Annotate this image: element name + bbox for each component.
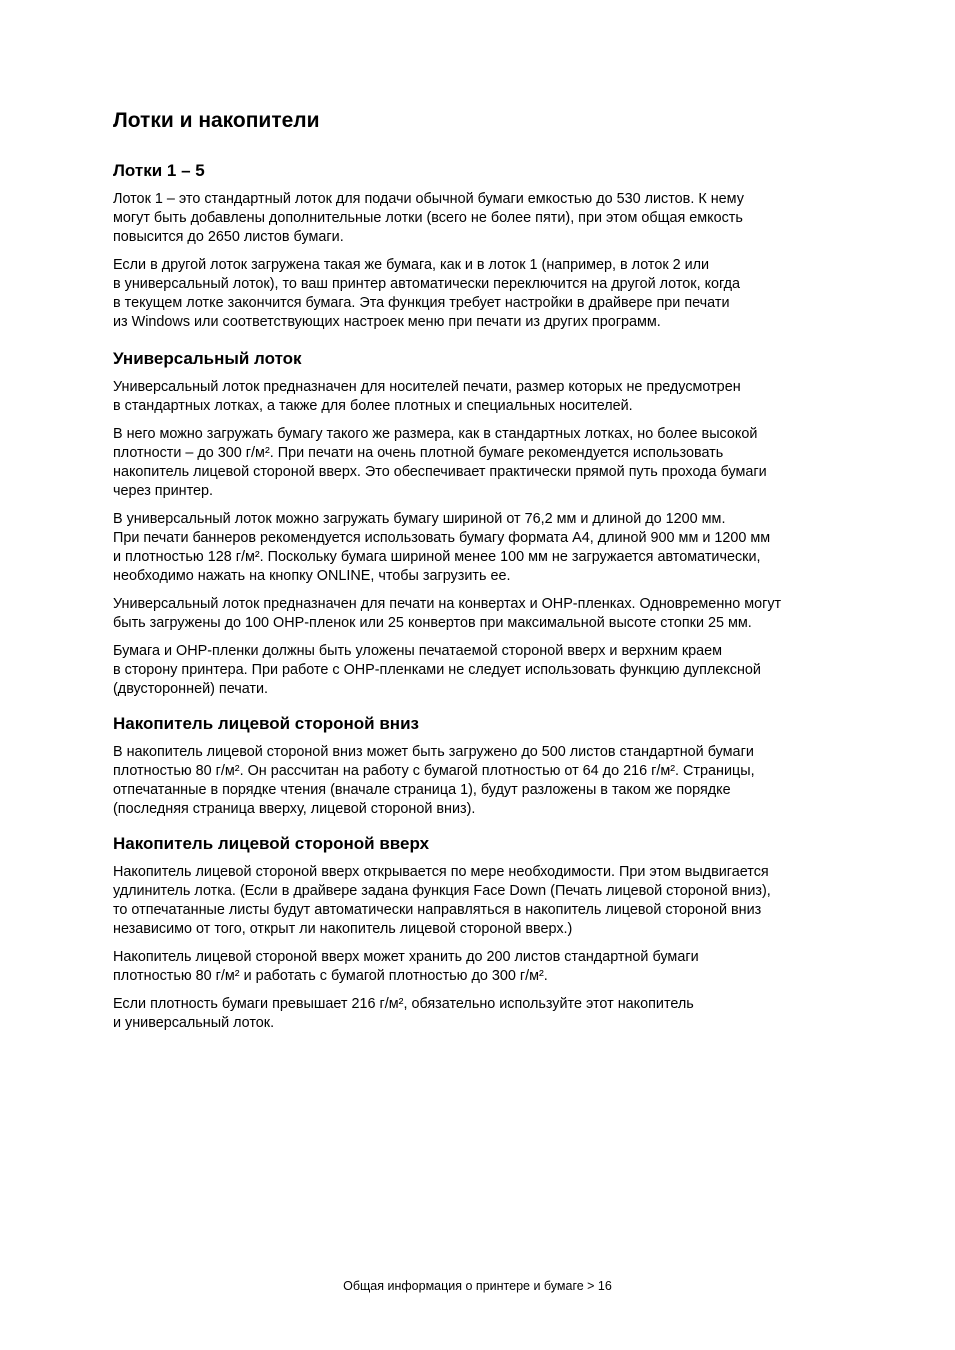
section-face-up-stacker [113,833,841,1033]
paragraph: Если плотность бумаги превышает 216 г/м², обязательно используйте этот накопитель и универсальный лоток. [113,996,694,1031]
page-title: Лотки и накопители [113,109,320,132]
section-heading: Накопитель лицевой стороной вверх [113,834,430,853]
page-content [113,106,841,1047]
paragraph: В накопитель лицевой стороной вниз может быть загружено до 500 листов стандартной бумаги плотностью 80 г/м². Он рассчитан на работу с бумагой плотностью от 64 до 216 г/м². Страницы, отпечатанные в порядке чтения (вначале страница 1), будут разложены в таком же порядке (последняя страница вверху, лицевой стороной вниз). [113,744,755,817]
section-heading: Лотки 1 – 5 [113,161,205,180]
page-footer: Общая информация о принтере и бумаге > 16 [343,1279,612,1293]
section-trays-1-5 [113,160,841,332]
paragraph: Накопитель лицевой стороной вверх открывается по мере необходимости. При этом выдвигается удлинитель лотка. (Если в драйвере задана функция Face Down (Печать лицевой стороной вниз), то отпечатанные листы будут автоматически направляться в накопитель лицевой стороной вниз независимо от того, открыт ли накопитель лицевой стороной вверх.) [113,864,771,937]
paragraph: Лоток 1 – это стандартный лоток для подачи обычной бумаги емкостью до 530 листов. К нему могут быть добавлены дополнительные лотки (всего не более пяти), при этом общая емкость повысится до 2650 листов бумаги. [113,191,744,245]
paragraph: Универсальный лоток предназначен для носителей печати, размер которых не предусмотрен в стандартных лотках, а также для более плотных и специальных носителей. [113,379,741,414]
paragraph: Накопитель лицевой стороной вверх может хранить до 200 листов стандартной бумаги плотностью 80 г/м² и работать с бумагой плотностью до 300 г/м². [113,949,699,984]
section-universal-tray [113,348,841,699]
paragraph: Универсальный лоток предназначен для печати на конвертах и OHP-пленках. Одновременно могут быть загружены до 100 OHP-пленок или 25 конвертов при максимальной высоте стопки 25 мм. [113,596,782,631]
paragraph: Если в другой лоток загружена такая же бумага, как и в лоток 1 (например, в лоток 2 или в универсальный лоток), то ваш принтер автоматически переключится на другой лоток, когда в текущем лотке закончится бумага. Эта функция требует настройки в драйвере при печати из Windows или соответствующих настроек меню при печати из других программ. [113,257,741,330]
paragraph: В универсальный лоток можно загружать бумагу шириной от 76,2 мм и длиной до 1200 мм. При печати баннеров рекомендуется использовать бумагу формата А4, длиной 900 мм и 1200 мм и плотностью 128 г/м². Поскольку бумага шириной менее 100 мм не загружается автоматически, необходимо нажать на кнопку ONLINE, чтобы загрузить ее. [113,511,771,584]
paragraph: В него можно загружать бумагу такого же размера, как в стандартных лотках, но более высокой плотности – до 300 г/м². При печати на очень плотной бумаге рекомендуется использовать накопитель лицевой стороной вверх. Это обеспечивает практически прямой путь прохода бумаги через принтер. [113,426,767,499]
paragraph: Бумага и OHP-пленки должны быть уложены печатаемой стороной вверх и верхним краем в сторону принтера. При работе с OHP-пленками не следует использовать функцию дуплексной (двусторонней) печати. [113,643,761,697]
section-face-down-stacker [113,713,841,819]
section-heading: Накопитель лицевой стороной вниз [113,714,419,733]
section-heading: Универсальный лоток [113,349,302,368]
